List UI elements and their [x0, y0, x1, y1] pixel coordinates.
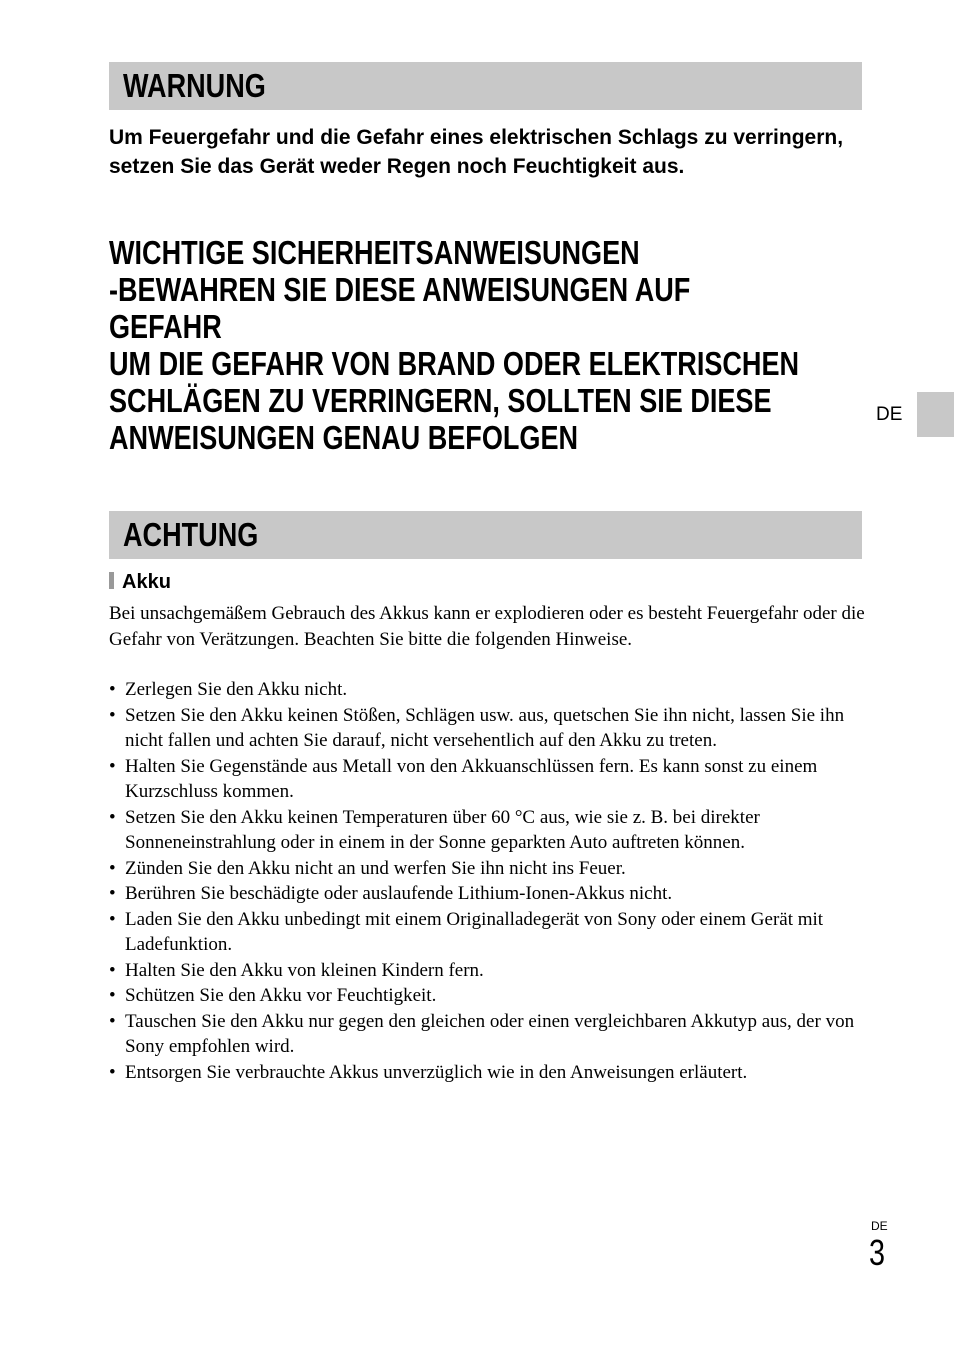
safety-heading-line: SCHLÄGEN ZU VERRINGERN, SOLLTEN SIE DIESE — [109, 382, 772, 419]
caution-banner — [109, 511, 862, 559]
warning-banner — [109, 62, 862, 110]
caution-title: ACHTUNG — [123, 516, 259, 553]
list-item: • Entsorgen Sie verbrauchte Akkus unverzüglich wie in den Anweisungen erläutert. — [109, 1060, 869, 1086]
list-item: • Halten Sie den Akku von kleinen Kindern fern. — [109, 958, 869, 984]
section-marker — [109, 572, 114, 589]
list-item: • Setzen Sie den Akku keinen Stößen, Schlägen usw. aus, quetschen Sie ihn nicht, lassen Sie ihn nicht fallen und achten Sie darauf, nicht versehentlich auf den Akku zu treten. — [109, 703, 869, 754]
list-item: • Zünden Sie den Akku nicht an und werfen Sie ihn nicht ins Feuer. — [109, 856, 869, 882]
list-item: • Tauschen Sie den Akku nur gegen den gleichen oder einen vergleichbaren Akkutyp aus, der von Sony empfohlen wird. — [109, 1009, 869, 1060]
safety-heading-line: GEFAHR — [109, 308, 222, 345]
side-tab — [917, 392, 954, 437]
safety-heading — [109, 234, 954, 456]
safety-heading-line: ANWEISUNGEN GENAU BEFOLGEN — [109, 419, 579, 456]
warning-text: Um Feuergefahr und die Gefahr eines elektrischen Schlags zu verringern, setzen Sie das Gerät weder Regen noch Feuchtigkeit aus. — [109, 126, 844, 178]
list-item: • Halten Sie Gegenstände aus Metall von den Akkuanschlüssen fern. Es kann sonst zu einem Kurzschluss kommen. — [109, 754, 869, 805]
warning-title: WARNUNG — [123, 67, 266, 104]
safety-heading-line: WICHTIGE SICHERHEITSANWEISUNGEN — [109, 234, 640, 271]
page-number: 3 — [869, 1232, 886, 1273]
list-item: • Setzen Sie den Akku keinen Temperaturen über 60 °C aus, wie sie z. B. bei direkter Sonneneinstrahlung oder in einem in der Sonne geparkten Auto auftreten können. — [109, 805, 869, 856]
list-item: • Zerlegen Sie den Akku nicht. — [109, 677, 869, 703]
safety-heading-line: -BEWAHREN SIE DIESE ANWEISUNGEN AUF — [109, 271, 691, 308]
subheading — [109, 571, 171, 594]
bullet-list — [109, 677, 869, 1085]
list-item: • Berühren Sie beschädigte oder auslaufende Lithium-Ionen-Akkus nicht. — [109, 881, 869, 907]
list-item: • Schützen Sie den Akku vor Feuchtigkeit. — [109, 983, 869, 1009]
page-lang: DE — [871, 1219, 888, 1233]
intro-paragraph: Bei unsachgemäßem Gebrauch des Akkus kann er explodieren oder es besteht Feuergefahr oder die Gefahr von Verätzungen. Beachten Sie bitte die folgenden Hinweise. — [109, 603, 865, 650]
side-tab-label: DE — [876, 404, 903, 425]
list-item: • Laden Sie den Akku unbedingt mit einem Originalladegerät von Sony oder einem Gerät mit Ladefunktion. — [109, 907, 869, 958]
subheading-text: Akku — [122, 571, 171, 593]
safety-heading-line: UM DIE GEFAHR VON BRAND ODER ELEKTRISCHEN — [109, 345, 800, 382]
